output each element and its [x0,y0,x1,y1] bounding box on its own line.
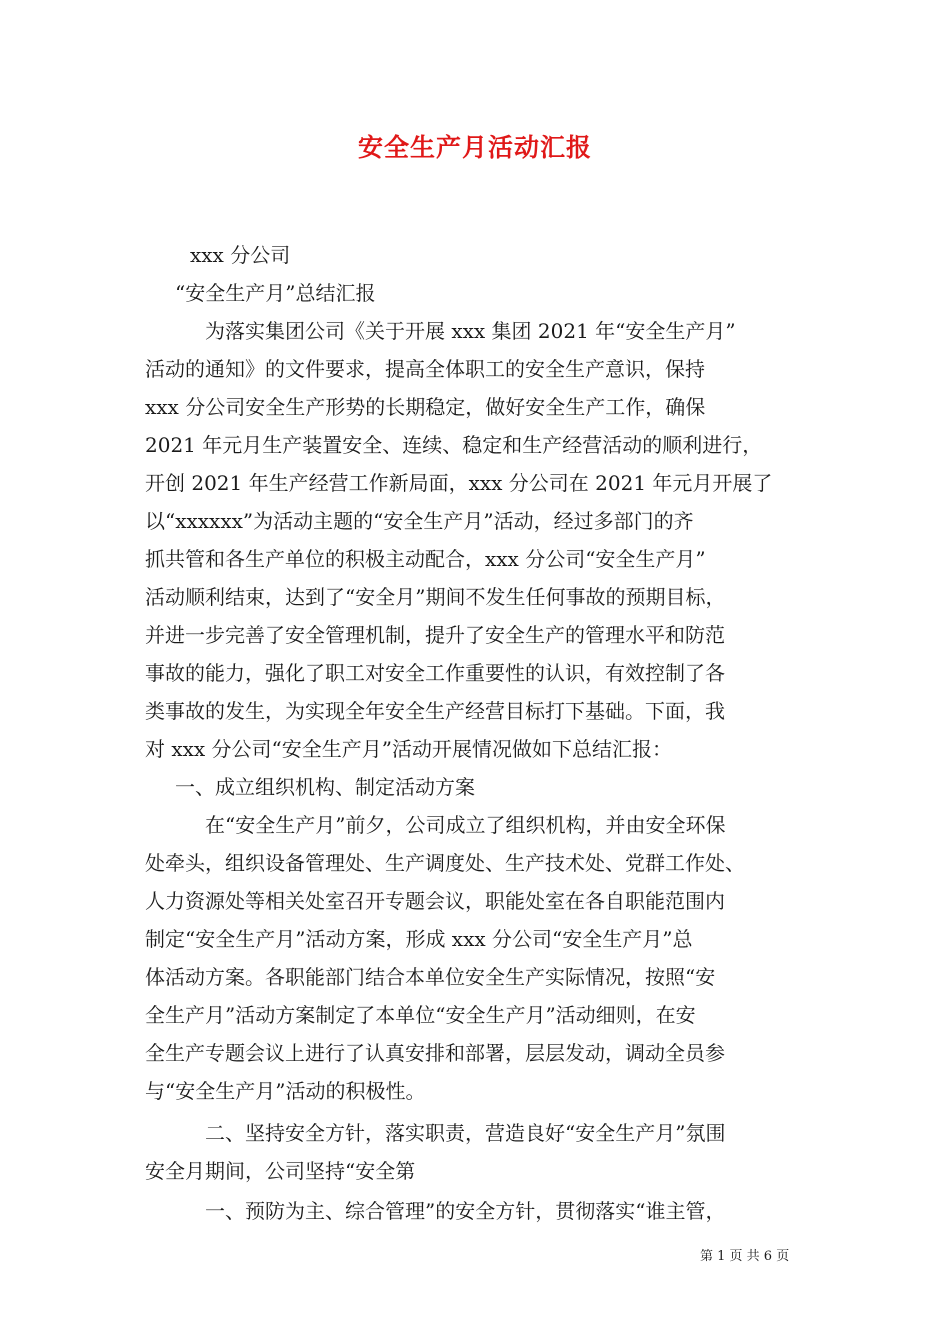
text-line: xxx 分公司安全生产形势的长期稳定，做好安全生产工作，确保 [145,395,706,419]
section-heading: 一、成立组织机构、制定活动方案 [175,775,475,799]
text-line: xxx 分公司 [190,243,291,267]
text-line: 开创 2021 年生产经营工作新局面，xxx 分公司在 2021 年元月开展了 [145,471,773,495]
text-line: 抓共管和各生产单位的积极主动配合，xxx 分公司“安全生产月” [145,547,706,571]
page-number: 第 1 页 共 6 页 [700,1249,790,1264]
text-line: 处牵头，组织设备管理处、生产调度处、生产技术处、党群工作处、 [145,851,745,875]
text-line: 安全月期间，公司坚持“安全第 [145,1159,416,1183]
text-line: 一、预防为主、综合管理”的安全方针，贯彻落实“谁主管， [205,1199,726,1223]
text-line: 体活动方案。各职能部门结合本单位安全生产实际情况，按照“安 [145,965,716,989]
text-line: 对 xxx 分公司“安全生产月”活动开展情况做如下总结汇报： [145,737,673,761]
page-title: 安全生产月活动汇报 [357,133,592,162]
text-line: 并进一步完善了安全管理机制，提升了安全生产的管理水平和防范 [145,623,725,647]
text-line: 类事故的发生，为实现全年安全生产经营目标打下基础。下面，我 [145,699,725,723]
text-line: 全生产专题会议上进行了认真安排和部署，层层发动，调动全员参 [145,1041,725,1065]
text-line: 事故的能力，强化了职工对安全工作重要性的认识，有效控制了各 [145,661,725,685]
text-line: 2021 年元月生产装置安全、连续、稳定和生产经营活动的顺利进行， [145,433,763,457]
text-line: 活动的通知》的文件要求，提高全体职工的安全生产意识，保持 [145,357,705,381]
text-line: 为落实集团公司《关于开展 xxx 集团 2021 年“安全生产月” [205,319,736,343]
text-line: 与“安全生产月”活动的积极性。 [145,1079,426,1103]
section-heading: 二、坚持安全方针，落实职责，营造良好“安全生产月”氛围 [205,1121,726,1145]
text-line: 人力资源处等相关处室召开专题会议，职能处室在各自职能范围内 [145,889,725,913]
text-line: “安全生产月”总结汇报 [175,281,376,305]
text-line: 以“xxxxxx”为活动主题的“安全生产月”活动，经过多部门的齐 [145,509,694,533]
text-line: 活动顺利结束，达到了“安全月”期间不发生任何事故的预期目标， [145,585,726,609]
text-line: 全生产月”活动方案制定了本单位“安全生产月”活动细则，在安 [145,1003,696,1027]
text-line: 制定“安全生产月”活动方案，形成 xxx 分公司“安全生产月”总 [145,927,693,951]
text-line: 在“安全生产月”前夕，公司成立了组织机构，并由安全环保 [205,813,726,837]
